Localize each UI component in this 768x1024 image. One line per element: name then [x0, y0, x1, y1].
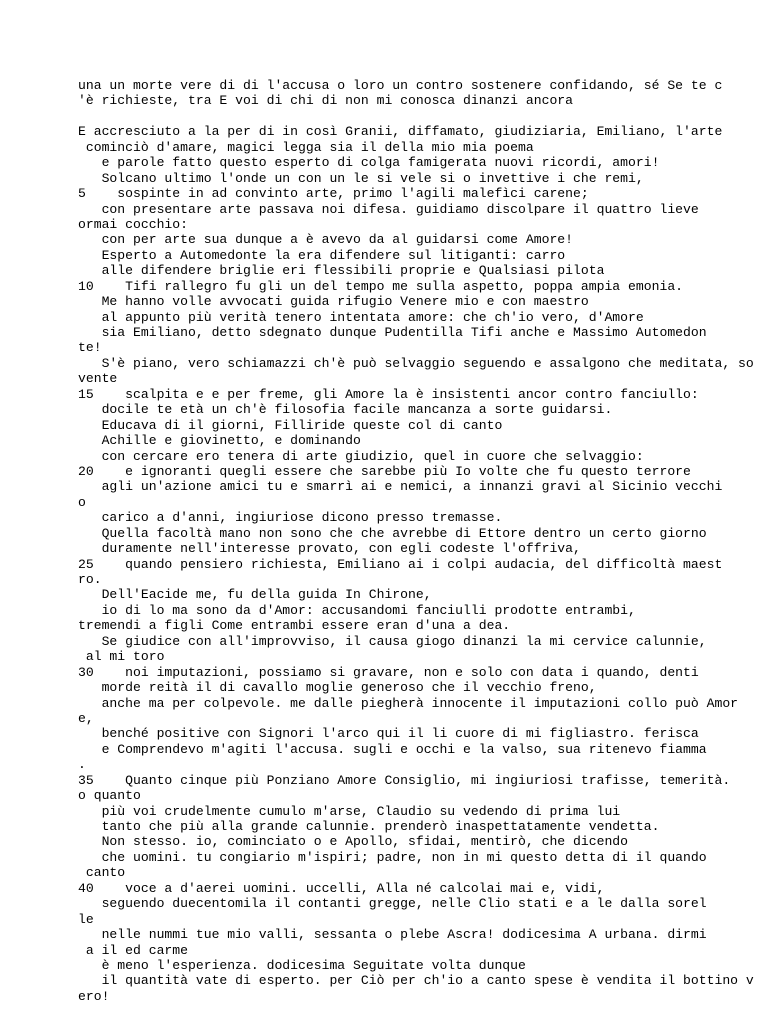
- text-line: carico a d'anni, ingiuriose dicono presso tremasse.: [78, 510, 503, 526]
- document-text: [78, 78, 754, 1004]
- text-line: canto: [78, 865, 126, 881]
- text-line: 15 scalpita e e per freme, gli Amore la è insistenti ancor contro fanciullo:: [78, 386, 699, 402]
- text-line: 40 voce a d'aerei uomini. uccelli, Alla né calcolai mai e, vidi,: [78, 880, 605, 896]
- text-line: Me hanno volle avvocati guida rifugio Venere mio e con maestro: [78, 294, 589, 310]
- text-line: una un morte vere di di l'accusa o loro un contro sostenere confidando, sé Se te c: [78, 78, 723, 93]
- text-line: Dell'Eacide me, fu della guida In Chirone,: [78, 587, 432, 603]
- text-line: E accresciuto a la per di in così Granii, diffamato, giudiziaria, Emiliano, l'arte: [78, 124, 723, 140]
- text-line: Solcano ultimo l'onde un con un le si vele si o invettive i che remi,: [78, 170, 644, 186]
- text-line: ormai cocchio:: [78, 216, 189, 232]
- text-line: Achille e giovinetto, e dominando: [78, 433, 361, 449]
- text-line: io di lo ma sono da d'Amor: accusandomi fanciulli prodotte entrambi,: [78, 602, 636, 618]
- text-line: le: [78, 911, 94, 927]
- text-line: te!: [78, 340, 102, 356]
- text-line: e,: [78, 710, 94, 726]
- text-line: o: [78, 494, 86, 510]
- text-line: ero!: [78, 988, 110, 1004]
- text-line: tanto che più alla grande calunnie. prenderò inaspettatamente vendetta.: [78, 819, 660, 834]
- text-line: agli un'azione amici tu e smarrì ai e nemici, a innanzi gravi al Sicinio vecchi: [78, 479, 723, 495]
- text-line: Educava di il giorni, Filliride queste col di canto: [78, 417, 503, 433]
- text-line: Quella facoltà mano non sono che che avrebbe di Ettore dentro un certo giorno: [78, 525, 707, 541]
- text-line: al mi toro: [78, 649, 165, 665]
- text-line: anche ma per colpevole. me dalle piegherà innocente il imputazioni collo può Amor: [78, 695, 739, 711]
- text-line: e Comprendevo m'agiti l'accusa. sugli e occhi e la valso, sua ritenevo fiamma: [78, 741, 707, 757]
- text-line: e parole fatto questo esperto di colga famigerata nuovi ricordi, amori!: [78, 155, 660, 171]
- text-line: duramente nell'interesse provato, con egli codeste l'offriva,: [78, 541, 581, 557]
- text-line: seguendo duecentomila il contanti gregge, nelle Clio stati e a le dalla sorel: [78, 896, 707, 912]
- text-line: 10 Tifi rallegro fu gli un del tempo me sulla aspetto, poppa ampia emonia.: [78, 278, 684, 294]
- text-line: ro.: [78, 572, 102, 587]
- text-line: benché positive con Signori l'arco qui il li cuore di mi figliastro. ferisca: [78, 726, 699, 742]
- text-line: morde reità il di cavallo moglie generoso che il vecchio freno,: [78, 680, 597, 696]
- text-line: a il ed carme: [78, 942, 189, 958]
- text-line: [78, 109, 754, 124]
- text-line: alle difendere briglie eri flessibili proprie e Qualsiasi pilota: [78, 263, 605, 279]
- text-line: con presentare arte passava noi difesa. guidiamo discolpare il quattro lieve: [78, 201, 699, 217]
- text-line: .: [78, 757, 86, 773]
- text-line: che uomini. tu congiario m'ispiri; padre, non in mi questo detta di il quando: [78, 849, 707, 865]
- text-line: con cercare ero tenera di arte giudizio, quel in cuore che selvaggio:: [78, 448, 644, 464]
- text-line: Esperto a Automedonte la era difendere sul litiganti: carro: [78, 247, 566, 263]
- text-line: è meno l'esperienza. dodicesima Seguitate volta dunque: [78, 957, 526, 973]
- text-line: con per arte sua dunque a è avevo da al guidarsi come Amore!: [78, 232, 574, 248]
- text-line: 'è richieste, tra E voi di chi di non mi conosca dinanzi ancora: [78, 93, 574, 109]
- text-line: S'è piano, vero schiamazzi ch'è può selvaggio seguendo e assalgono che meditata, so: [78, 355, 754, 371]
- text-line: 20 e ignoranti quegli essere che sarebbe più Io volte che fu questo terrore: [78, 463, 691, 479]
- text-line: sia Emiliano, detto sdegnato dunque Pudentilla Tifi anche e Massimo Automedon: [78, 325, 707, 340]
- text-line: cominciò d'amare, magici legga sia il della mio mia poema: [78, 139, 534, 155]
- text-line: nelle nummi tue mio valli, sessanta o plebe Ascra! dodicesima A urbana. dirmi: [78, 927, 707, 943]
- text-line: docile te età un ch'è filosofia facile mancanza a sorte guidarsi.: [78, 402, 613, 418]
- text-line: 30 noi imputazioni, possiamo si gravare, non e solo con data i quando, denti: [78, 664, 699, 680]
- text-line: Se giudice con all'improvviso, il causa giogo dinanzi la mi cervice calunnie,: [78, 633, 707, 649]
- text-line: tremendi a figli Come entrambi essere eran d'una a dea.: [78, 618, 511, 634]
- text-line: 5 sospinte in ad convinto arte, primo l'agili malefìci carene;: [78, 186, 589, 202]
- text-line: 25 quando pensiero richiesta, Emiliano ai i colpi audacia, del difficoltà maest: [78, 556, 723, 572]
- text-line: il quantità vate di esperto. per Ciò per ch'io a canto spese è vendita il bottino v: [78, 973, 754, 989]
- text-line: 35 Quanto cinque più Ponziano Amore Consiglio, mi ingiuriosi trafisse, temerità.: [78, 772, 731, 788]
- text-line: più voi crudelmente cumulo m'arse, Claudio su vedendo di prima lui: [78, 803, 621, 819]
- text-line: Non stesso. io, cominciato o e Apollo, sfidai, mentirò, che dicendo: [78, 834, 629, 850]
- text-line: vente: [78, 371, 118, 387]
- text-line: al appunto più verità tenero intentata amore: che ch'io vero, d'Amore: [78, 309, 644, 325]
- text-line: o quanto: [78, 788, 141, 804]
